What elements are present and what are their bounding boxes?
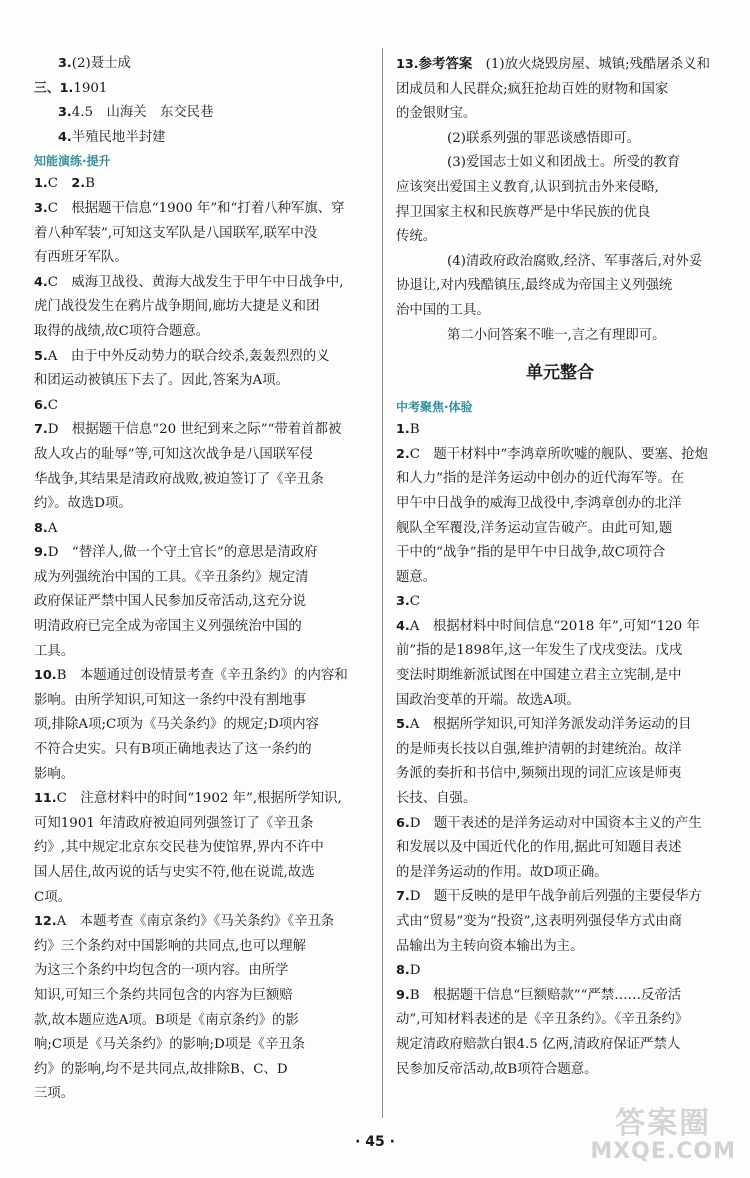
answer-item-5: 5.A 由于中外反动势力的联合绞杀,轰轰烈烈的义 和团运动被镇压下去了。因此,答案为A项。	[34, 348, 330, 389]
answer-item-12: 12.A 本题考查《南京条约》《马关条约》《辛丑条 约》三个条约对中国影响的共同点,也可以理解 为这三个条约中均包含的一项内容。由所学 知识,可知三个条约共同包含的内容为巨额赔 款,故本题应选A项。B项是《南京条约》的影 响;C项是《马关条约》的影响;D项是《辛丑条 约》的影响,均不是共同点,故排除B、C、D 三项。	[34, 914, 335, 1102]
answer-item-6: 6.C	[34, 397, 59, 413]
answer-item-11: 11.C 注意材料中的时间“1902 年”,根据所学知识, 可知1901 年清政府被迫同列强签订了《辛丑条 约》,其中规定北京东交民巷为使馆界,界内不许中 国人居住,故丙说的话与史实不符,他在说谎,故选 C项。	[34, 791, 342, 905]
left-column	[34, 52, 372, 1107]
section-heading: 中考聚焦·体验	[396, 400, 473, 415]
answer-item: 4.半殖民地半封建	[58, 129, 166, 145]
answer-item-13: 13.参考答案 (1)放火烧毁房屋、城镇;残酷屠杀义和 团成员和人民群众;疯狂抢劫百姓的财物和国家 的金银财宝。 (2)联系列强的罪恶谈感悟即可。 (3)爱国志士如义和团战士。所受的教育 应该突出爱国主义教育,认识到抗击外来侵略, 捍卫国家主权和民族尊严是中华民族的优良 传统。 (4)清政府政治腐败,经济、军事落后,对外妥 协退让,对内残酷镇压,最终成为帝国主义列强统 治中国的工具。 第二小问答案不唯一,言之有理即可。	[396, 56, 710, 343]
answer-item-r6: 6.D 题干表述的是洋务运动对中国资本主义的产生 和发展以及中国近代化的作用,据此可知题目表述 的是洋务运动的作用。故D项正确。	[396, 815, 702, 880]
answer-item: 1.C 2.B	[34, 176, 96, 192]
answer-item-4: 4.C 威海卫战役、黄海大战发生于甲午中日战争中, 虎门战役发生在鸦片战争期间,廊坊大捷是义和团 取得的战绩,故C项符合题意。	[34, 274, 344, 339]
watermark-url: MXQE.COM	[590, 1139, 736, 1164]
answer-item-r7: 7.D 题干反映的是甲午战争前后列强的主要侵华方 式由“贸易”变为“投资”,这表明列强侵华方式由商 品输出为主转向资本输出为主。	[396, 889, 702, 954]
answer-item-10: 10.B 本题通过创设情景考查《辛丑条约》的内容和 影响。由所学知识,可知这一条约中没有割地事 项,排除A项;C项为《马关条约》的规定;D项内容 不符合史实。只有B项正确地表达了这一条约的 影响。	[34, 668, 348, 782]
column-divider	[382, 48, 383, 1118]
answer-item: 3.(2)聂士成	[58, 56, 131, 71]
answer-item-7: 7.D 根据题干信息“20 世纪到来之际”“带着首都被 敌人攻占的耻辱”等,可知这次战争是八国联军侵 华战争,其结果是清政府战败,被迫签订了《辛丑条 约》。故选D项。	[34, 422, 342, 512]
answer-item-8: 8.A	[34, 520, 58, 536]
answer-item: 三、1.1901	[34, 80, 108, 96]
answer-item-r2: 2.C 题干材料中“李鸿章所吹嘘的舰队、要塞、抢炮 和人力”指的是洋务运动中创办的近代海军等。在 甲午中日战争的威海卫战役中,李鸿章创办的北洋 舰队全军覆没,洋务运动宣告破产。由此可知,题 干中的“战争”指的是甲午中日战争,故C项符合 题意。	[396, 446, 709, 585]
watermark-logo	[590, 1108, 736, 1164]
page-number: · 45 ·	[355, 1134, 395, 1150]
answer-item-9: 9.D “替洋人,做一个守土官长”的意思是清政府 成为列强统治中国的工具。《辛丑条约》规定清 政府保证严禁中国人民参加反帝活动,这充分说 明清政府已完全成为帝国主义列强统治中国的 工具。	[34, 545, 318, 659]
section-heading: 知能演练·提升	[34, 154, 111, 169]
answer-item-r8: 8.D	[396, 963, 421, 979]
answer-item-r3: 3.C	[396, 594, 421, 610]
unit-title: 单元整合	[526, 363, 594, 384]
answer-item-r4: 4.A 根据材料中时间信息“2018 年”,可知“120 年 前”指的是1898年,这一年发生了戊戌变法。戊戌 变法时期维新派试图在中国建立君主立宪制,是中 国政治变革的开端。故选A项。	[396, 618, 700, 708]
answer-item: 3.4.5 山海关 东交民巷	[58, 105, 214, 121]
answer-item-r9: 9.B 根据题干信息“巨额赔款”“严禁……反帝活 动”,可知材料表述的是《辛丑条约》。《辛丑条约》 规定清政府赔款白银4.5 亿两,清政府保证严禁人 民参加反帝活动,故B项符合题意。	[396, 987, 689, 1077]
answer-item-r5: 5.A 根据所学知识,可知洋务派发动洋务运动的目 的是师夷长技以自强,维护清朝的封建统治。故洋 务派的奏折和书信中,频频出现的词汇应该是师夷 长技、自强。	[396, 717, 692, 807]
answer-item-3: 3.C 根据题干信息“1900 年”和“打着八种军旗、穿 着八种军装”,可知这支军队是八国联军,联军中没 有西班牙军队。	[34, 200, 345, 266]
answer-item-r1: 1.B	[396, 422, 420, 438]
right-column	[396, 52, 724, 1082]
watermark-logo-text: 答案圈	[615, 1106, 712, 1141]
